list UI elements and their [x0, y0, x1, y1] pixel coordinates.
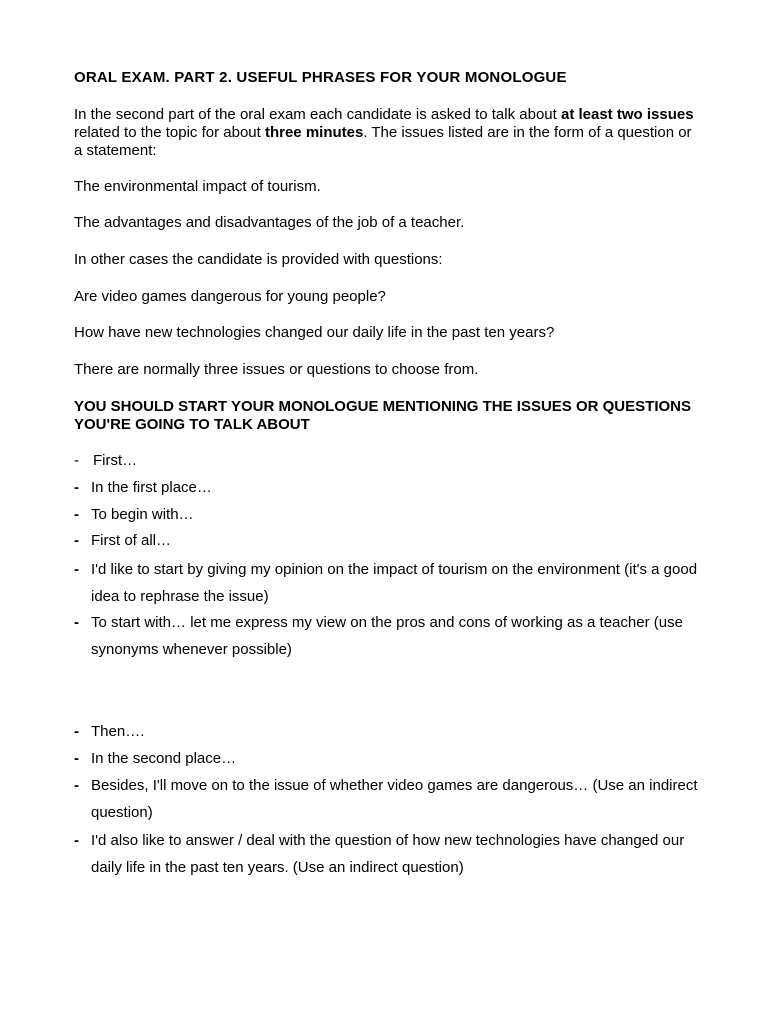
- list-item-text: Besides, I'll move on to the issue of whether video games are dangerous… (Use an indirect question): [91, 777, 698, 821]
- intro-text-1: In the second part of the oral exam each candidate is asked to talk about: [74, 106, 561, 123]
- list-item: [74, 772, 699, 826]
- list-item: [74, 745, 699, 772]
- statement-teacher: The advantages and disadvantages of the job of a teacher.: [74, 214, 465, 231]
- statement-tourism: The environmental impact of tourism.: [74, 178, 321, 195]
- intro-bold-1: at least two issues: [560, 106, 694, 123]
- dash-marker: -: [74, 479, 79, 496]
- section-heading: YOU SHOULD START YOUR MONOLOGUE MENTIONING THE ISSUES OR QUESTIONS YOU'RE GOING TO TALK ABOUT: [74, 398, 691, 433]
- list-item-text: In the first place…: [91, 479, 212, 496]
- list-item-text: I'd like to start by giving my opinion on the impact of tourism on the environment (it's a good idea to rephrase the issue): [91, 561, 698, 605]
- question-technologies: How have new technologies changed our daily life in the past ten years?: [74, 324, 555, 341]
- dash-marker: -: [74, 832, 79, 849]
- intro-bold-2: three minutes: [264, 124, 364, 141]
- list-item: [74, 556, 699, 610]
- question-video-games: Are video games dangerous for young people?: [74, 288, 386, 305]
- statement-three-issues: There are normally three issues or questions to choose from.: [74, 361, 479, 378]
- statement-questions-intro: In other cases the candidate is provided with questions:: [74, 251, 443, 268]
- list-item: [74, 718, 699, 745]
- list-item-text: Then….: [91, 723, 145, 740]
- dash-marker: -: [74, 614, 79, 631]
- list-item: [74, 501, 699, 528]
- dash-marker: -: [74, 532, 79, 549]
- list-item-text: To begin with…: [91, 506, 194, 523]
- list-item: [74, 447, 699, 474]
- list-item-text: I'd also like to answer / deal with the question of how new technologies have changed our daily life in the past ten years. (Use an indirect question): [91, 832, 685, 876]
- list-item-text: First of all…: [91, 532, 172, 549]
- list-item-text: In the second place…: [91, 750, 237, 767]
- list-item: [74, 527, 699, 554]
- list-item-text: First…: [93, 452, 138, 469]
- intro-text-2: related to the topic for about: [74, 124, 265, 141]
- intro-text-3: . The issues listed are in the form of a question or a statement:: [74, 124, 692, 159]
- dash-marker: -: [74, 452, 79, 469]
- document-title: ORAL EXAM. PART 2. USEFUL PHRASES FOR YOUR MONOLOGUE: [74, 69, 567, 86]
- dash-marker: -: [74, 723, 79, 740]
- dash-marker: -: [74, 561, 79, 578]
- list-item-text: To start with… let me express my view on the pros and cons of working as a teacher (use synonyms whenever possible): [91, 614, 683, 658]
- list-item: [74, 827, 699, 881]
- list-item: [74, 609, 699, 663]
- dash-marker: -: [74, 750, 79, 767]
- list-item: [74, 474, 699, 501]
- dash-marker: -: [74, 777, 79, 794]
- dash-marker: -: [74, 506, 79, 523]
- intro-paragraph: [74, 106, 699, 160]
